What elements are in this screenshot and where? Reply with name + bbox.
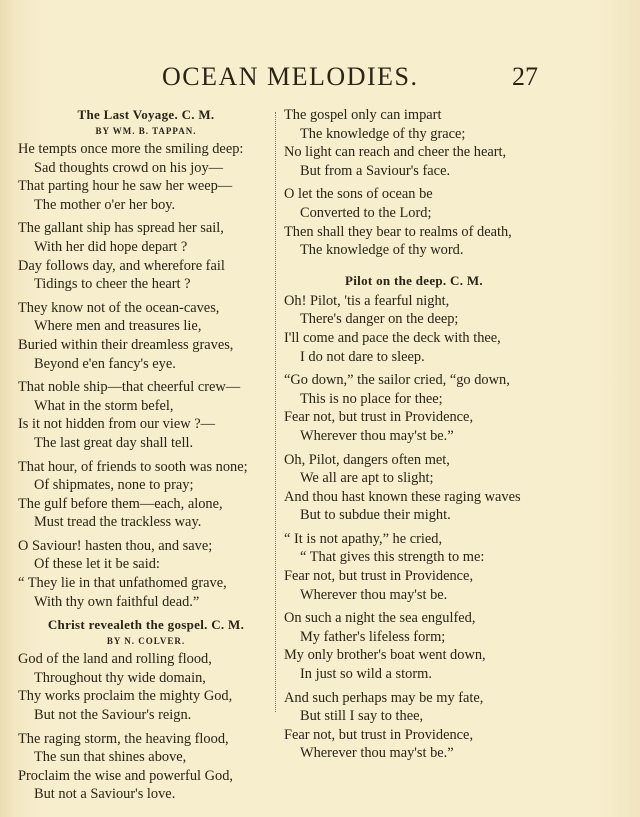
- verse-line: The gulf before them—each, alone,: [18, 495, 223, 512]
- verse-line: “ It is not apathy,” he cried,: [284, 530, 443, 547]
- verse-line: The sun that shines above,: [34, 749, 187, 766]
- stanza: [284, 292, 544, 366]
- stanza: [18, 650, 274, 724]
- stanza: [284, 689, 544, 763]
- verse-line: “Go down,” the sailor cried, “go down,: [284, 372, 510, 389]
- verse-line: This is no place for thee;: [300, 390, 443, 407]
- stanza: [18, 378, 274, 452]
- verse-line: We all are apt to slight;: [300, 470, 434, 487]
- verse-line: But still I say to thee,: [300, 708, 424, 725]
- verse-line: And such perhaps may be my fate,: [284, 689, 484, 706]
- verse-line: My only brother's boat went down,: [284, 647, 486, 664]
- stanza: [18, 537, 274, 611]
- verse-line: Tidings to cheer the heart ?: [34, 276, 191, 293]
- verse-line: Day follows day, and wherefore fail: [18, 257, 225, 274]
- verse-line: The knowledge of thy word.: [300, 242, 464, 259]
- verse-line: I'll come and pace the deck with thee,: [284, 329, 501, 346]
- verse-line: But to subdue their might.: [300, 507, 451, 524]
- page-header: [0, 62, 640, 98]
- verse-line: What in the storm befel,: [34, 397, 174, 414]
- verse-line: The knowledge of thy grace;: [300, 125, 466, 142]
- stanza: [284, 106, 544, 180]
- verse-line: Must tread the trackless way.: [34, 514, 202, 531]
- verse-line: Thy works proclaim the mighty God,: [18, 688, 233, 705]
- stanza: [18, 730, 274, 804]
- verse-line: Buried within their dreamless graves,: [18, 336, 234, 353]
- verse-line: My father's lifeless form;: [300, 628, 446, 645]
- verse-line: O Saviour! hasten thou, and save;: [18, 537, 213, 554]
- left-column: [18, 106, 274, 809]
- verse-line: The raging storm, the heaving flood,: [18, 730, 229, 747]
- verse-line: Of these let it be said:: [34, 556, 160, 573]
- verse-line: Where men and treasures lie,: [34, 318, 202, 335]
- verse-line: Proclaim the wise and powerful God,: [18, 767, 234, 784]
- stanza: [284, 530, 544, 604]
- verse-line: In just so wild a storm.: [300, 666, 432, 683]
- verse-line: God of the land and rolling flood,: [18, 651, 212, 668]
- verse-line: They know not of the ocean-caves,: [18, 299, 220, 316]
- verse-line: Fear not, but trust in Providence,: [284, 568, 474, 585]
- verse-line: Of shipmates, none to pray;: [34, 477, 194, 494]
- verse-line: On such a night the sea engulfed,: [284, 610, 476, 627]
- verse-line: The mother o'er her boy.: [34, 196, 176, 213]
- poem-author: BY WM. B. TAPPAN.: [95, 126, 197, 136]
- poem-title: Pilot on the deep. C. M.: [345, 272, 483, 288]
- verse-line: Sad thoughts crowd on his joy—: [34, 159, 224, 176]
- stanza: [18, 458, 274, 532]
- verse-line: The gallant ship has spread her sail,: [18, 220, 224, 237]
- verse-line: I do not dare to sleep.: [300, 348, 425, 365]
- poem-title: Christ revealeth the gospel. C. M.: [47, 617, 245, 633]
- verse-line: Fear not, but trust in Providence,: [284, 726, 474, 743]
- right-column: [284, 106, 544, 768]
- verse-line: Fear not, but trust in Providence,: [284, 409, 474, 426]
- verse-line: Wherever thou may'st be.”: [300, 745, 454, 762]
- verse-line: But from a Saviour's face.: [300, 162, 451, 179]
- verse-line: That noble ship—that cheerful crew—: [18, 379, 241, 396]
- verse-line: That parting hour he saw her weep—: [18, 178, 233, 195]
- verse-line: Wherever thou may'st be.”: [300, 427, 454, 444]
- verse-line: No light can reach and cheer the heart,: [284, 144, 507, 161]
- verse-line: Wherever thou may'st be.: [300, 586, 448, 603]
- verse-line: With thy own faithful dead.”: [34, 593, 200, 610]
- stanza: [284, 609, 544, 683]
- poem-title: The Last Voyage. C. M.: [77, 107, 215, 122]
- verse-line: Is it not hidden from our view ?—: [18, 416, 216, 433]
- stanza: [284, 185, 544, 259]
- running-title: OCEAN MELODIES.: [162, 62, 419, 91]
- page-number: 27: [512, 62, 538, 91]
- stanza: [18, 299, 274, 373]
- verse-line: O let the sons of ocean be: [284, 186, 433, 203]
- verse-line: Throughout thy wide domain,: [34, 669, 206, 686]
- verse-line: Beyond e'en fancy's eye.: [34, 355, 176, 372]
- verse-line: Converted to the Lord;: [300, 204, 432, 221]
- verse-line: The last great day shall tell.: [34, 434, 194, 451]
- verse-line: He tempts once more the smiling deep:: [18, 141, 244, 157]
- verse-line: But not a Saviour's love.: [34, 786, 176, 803]
- verse-line: “ They lie in that unfathomed grave,: [18, 575, 227, 592]
- verse-line: Oh! Pilot, 'tis a fearful night,: [284, 292, 450, 309]
- verse-line: Then shall they bear to realms of death,: [284, 223, 512, 240]
- column-divider: [275, 112, 280, 712]
- verse-line: The gospel only can impart: [284, 107, 442, 123]
- stanza: [18, 219, 274, 293]
- verse-line: That hour, of friends to sooth was none;: [18, 458, 248, 475]
- stanza: [18, 140, 274, 214]
- stanza: [284, 371, 544, 445]
- verse-line: There's danger on the deep;: [300, 311, 459, 328]
- verse-line: “ That gives this strength to me:: [300, 549, 485, 566]
- stanza: [284, 451, 544, 525]
- verse-line: With her did hope depart ?: [34, 238, 188, 255]
- verse-line: But not the Saviour's reign.: [34, 707, 192, 724]
- verse-line: Oh, Pilot, dangers often met,: [284, 451, 450, 468]
- verse-line: And thou hast known these raging waves: [284, 488, 521, 505]
- poem-author: BY N. COLVER.: [106, 636, 186, 647]
